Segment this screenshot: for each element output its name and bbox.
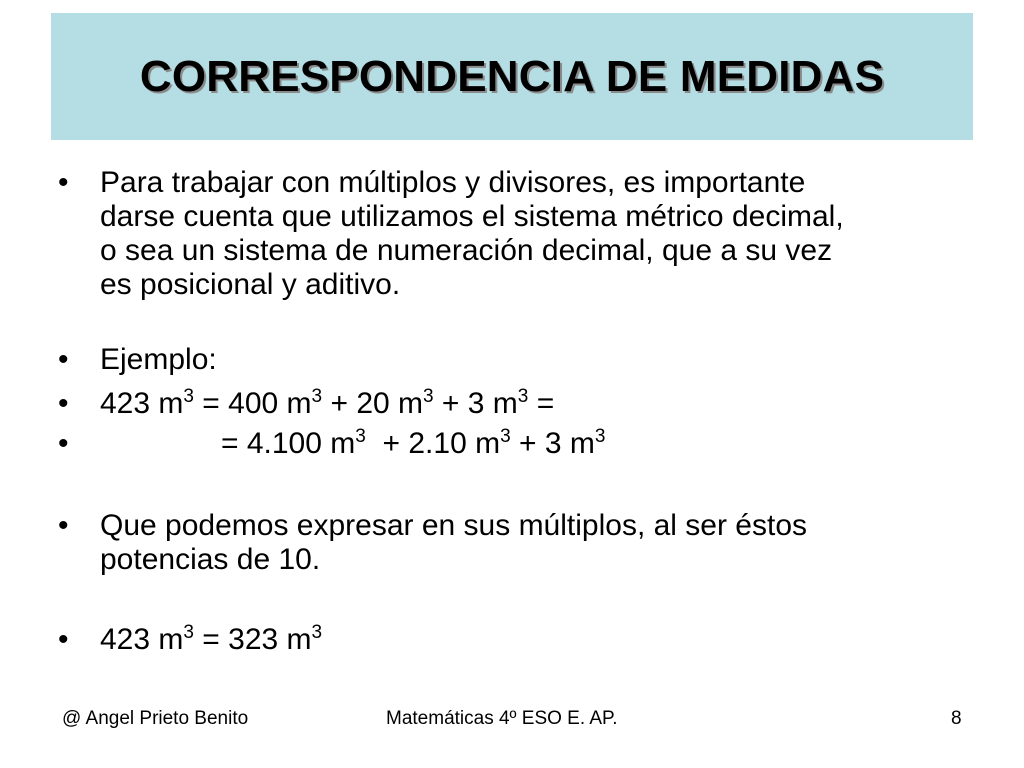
exponent: 3	[311, 622, 323, 643]
bullet-paragraph-powers-of-ten	[100, 509, 980, 577]
bullet-marker: •	[58, 623, 69, 656]
paragraph-line: es posicional y aditivo.	[100, 268, 401, 301]
slide-title: CORRESPONDENCIA DE MEDIDAS	[139, 51, 885, 101]
paragraph-line: o sea un sistema de numeración decimal, que a su vez	[100, 234, 833, 267]
bullet-marker: •	[58, 387, 69, 420]
expression-term: 423 m	[100, 623, 184, 656]
paragraph-line: darse cuenta que utilizamos el sistema métrico decimal,	[100, 200, 844, 233]
expression-term: =	[528, 387, 555, 420]
bullet-marker: •	[58, 343, 69, 376]
bullet-marker: •	[58, 166, 69, 199]
expression-term: + 2.10 m	[365, 427, 501, 460]
expression-term: = 400 m	[193, 387, 312, 420]
footer-page-number: 8	[951, 708, 962, 729]
paragraph-line: Que podemos expresar en sus múltiplos, al ser éstos	[100, 509, 808, 542]
bullet-marker: •	[58, 509, 69, 542]
bullet-expression-result	[100, 623, 980, 661]
exponent: 3	[423, 386, 434, 407]
bullet-marker: •	[58, 427, 69, 460]
expression-term: + 3 m	[510, 427, 595, 460]
expression-term: = 4.100 m	[221, 427, 356, 460]
bullet-expression-multiples	[221, 427, 1024, 465]
exponent: 3	[183, 386, 194, 407]
bullet-expression-decomposition	[100, 387, 980, 425]
exponent: 3	[311, 386, 323, 407]
expression-term: 423 m	[100, 387, 184, 420]
exponent: 3	[517, 386, 529, 407]
footer-author: @ Angel Prieto Benito	[62, 708, 249, 729]
paragraph-line: potencias de 10.	[100, 543, 321, 576]
bullet-paragraph-metric-system	[100, 166, 980, 302]
expression-term: = 323 m	[193, 623, 312, 656]
paragraph-line: Para trabajar con múltiplos y divisores, es importante	[100, 166, 806, 199]
expression-term: + 20 m	[322, 387, 424, 420]
exponent: 3	[183, 622, 194, 643]
exponent: 3	[355, 426, 366, 447]
exponent: 3	[594, 426, 606, 447]
footer-course: Matemáticas 4º ESO E. AP.	[386, 708, 618, 729]
expression-term: + 3 m	[433, 387, 518, 420]
bullet-example-label: Ejemplo:	[100, 343, 217, 376]
exponent: 3	[500, 426, 511, 447]
